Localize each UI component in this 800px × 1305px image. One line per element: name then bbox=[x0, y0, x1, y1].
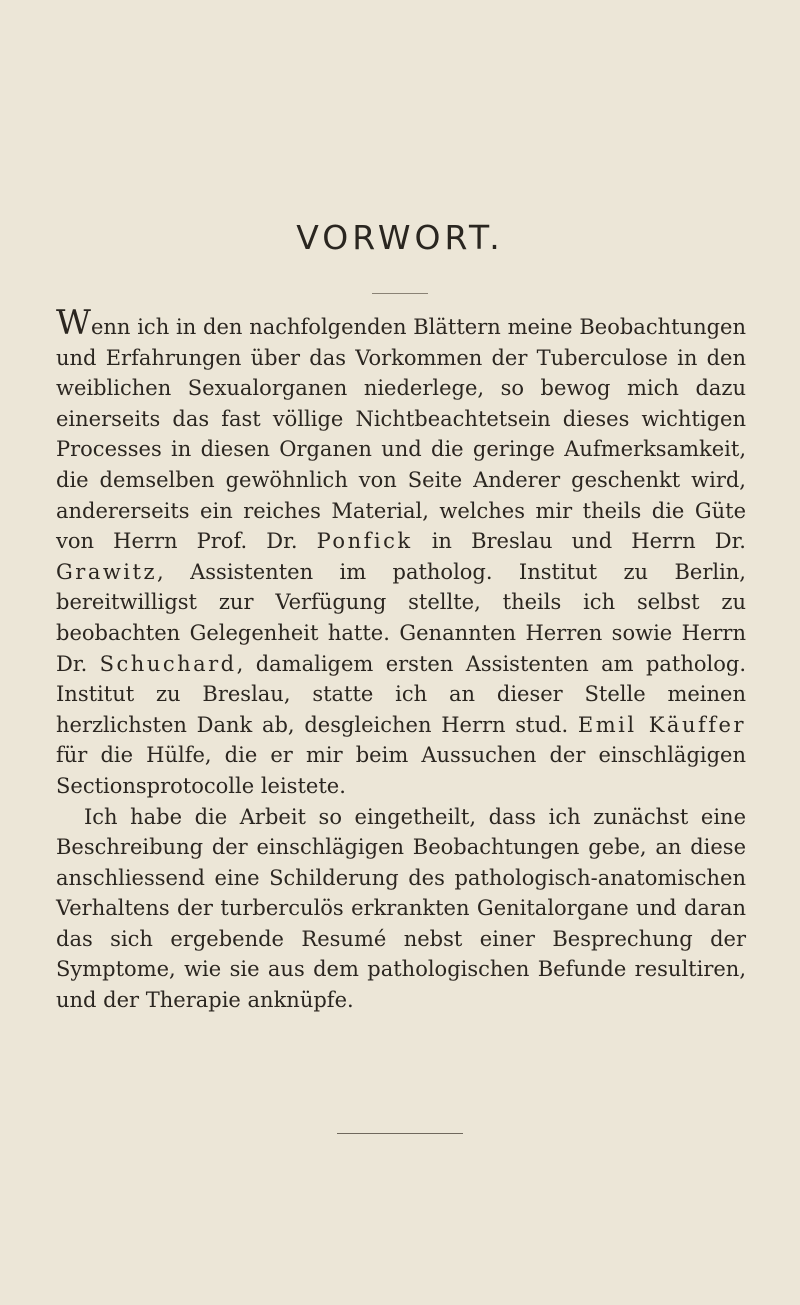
paragraph-2 bbox=[56, 802, 746, 1016]
title-ornament-rule bbox=[372, 293, 428, 294]
name-kaeuffer: Emil Käuffer bbox=[577, 712, 746, 737]
text-run: Ich habe die Arbeit so eingetheilt, dass ich zunächst eine Beschreibung der einschlägigen Beobachtungen gebe, an diese anschliessend eine Schilderung des pathologisch-anatomischen Verhaltens der turberculös erkrankten Genitalorgane und daran das sich ergebende Resumé nebst einer Besprechung der Symptome, wie sie aus dem pathologischen Befunde resultiren, und der Therapie anknüpfe. bbox=[56, 804, 746, 1013]
text-run: , damaligem ersten Assistenten am patholog. Institut zu Breslau, statte ich an dieser Stelle meinen herzlichsten Dank ab, desgleichen Herrn stud. bbox=[56, 651, 746, 737]
end-rule bbox=[337, 1133, 463, 1134]
paragraph-1 bbox=[56, 303, 746, 802]
name-schuchard: Schuchard bbox=[99, 651, 237, 676]
text-run: enn ich in den nachfolgenden Blättern meine Beobachtungen und Erfahrungen über das Vorkommen der Tuberculose in den weiblichen Sexualorganen niederlege, so bewog mich dazu einerseits das fast völlige Nichtbeachtetsein dieses wichtigen Processes in diesen Organen und die geringe Aufmerksamkeit, die demselben gewöhnlich von Seite Anderer geschenkt wird, andererseits ein reiches Material, welches mir theils die Güte von Herrn Prof. Dr. bbox=[56, 315, 746, 554]
name-grawitz: Grawitz bbox=[56, 559, 158, 584]
preface-text bbox=[56, 303, 746, 1016]
text-run: für die Hülfe, die er mir beim Aussuchen der einschlägigen Sectionsprotocolle leistete. bbox=[56, 743, 746, 798]
text-run: in Breslau und Herrn Dr. bbox=[412, 529, 746, 554]
drop-cap: W bbox=[56, 303, 91, 343]
name-ponfick: Ponfick bbox=[316, 529, 413, 554]
text-run: , Assistenten im patholog. Institut zu Berlin, bereitwilligst zur Verfügung stellte, theils ich selbst zu beobachten Gelegenheit hatte. Genannten Herren sowie Herrn Dr. bbox=[56, 559, 746, 676]
page-title: VORWORT. bbox=[296, 218, 504, 257]
